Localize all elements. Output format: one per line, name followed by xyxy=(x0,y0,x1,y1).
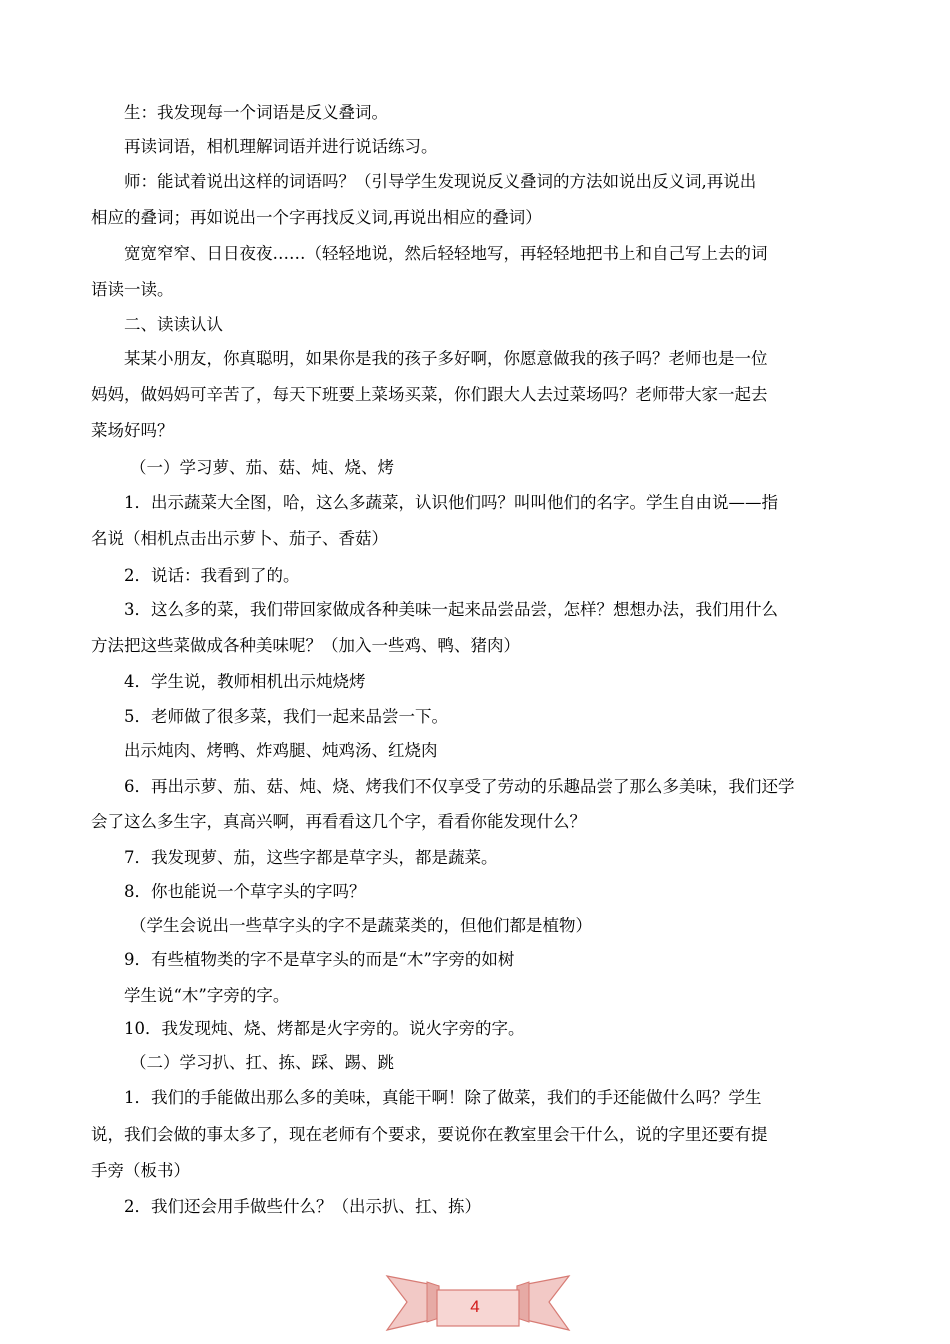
text-line: 菜场好吗？ xyxy=(91,421,174,440)
text-line: 再读词语，相机理解词语并进行说话练习。 xyxy=(124,137,438,156)
text-line: 4．学生说，教师相机出示炖烧烤 xyxy=(124,672,366,691)
text-line: 2．说话：我看到了的。 xyxy=(124,566,300,585)
text-line: （学生会说出一些草字头的字不是蔬菜类的，但他们都是植物） xyxy=(130,916,592,935)
section-heading: 二、读读认认 xyxy=(124,315,223,334)
text-line: 10．我发现炖、烧、烤都是火字旁的。说火字旁的字。 xyxy=(124,1019,525,1038)
text-line: 出示炖肉、烤鸭、炸鸡腿、炖鸡汤、红烧肉 xyxy=(124,741,438,760)
text-line: 1．出示蔬菜大全图，哈，这么多蔬菜，认识他们吗？叫叫他们的名字。学生自由说——指 xyxy=(124,493,778,512)
text-line: 妈妈，做妈妈可辛苦了，每天下班要上菜场买菜，你们跟大人去过菜场吗？老师带大家一起去 xyxy=(91,385,768,404)
text-line: 5．老师做了很多菜，我们一起来品尝一下。 xyxy=(124,707,448,726)
text-line: 生：我发现每一个词语是反义叠词。 xyxy=(124,103,388,122)
text-line: 会了这么多生字，真高兴啊，再看看这几个字，看看你能发现什么？ xyxy=(91,812,586,831)
text-line: 手旁（板书） xyxy=(91,1161,190,1180)
page-number: 4 xyxy=(470,1297,480,1316)
text-line: 相应的叠词；再如说出一个字再找反义词,再说出相应的叠词） xyxy=(91,208,542,227)
text-line: 8．你也能说一个草字头的字吗？ xyxy=(124,882,366,901)
text-line: 2．我们还会用手做些什么？（出示扒、扛、拣） xyxy=(124,1197,481,1216)
subsection-heading: （一）学习萝、茄、菇、炖、烧、烤 xyxy=(130,458,394,477)
text-line: 7．我发现萝、茄，这些字都是草字头，都是蔬菜。 xyxy=(124,848,498,867)
text-line: 3．这么多的菜，我们带回家做成各种美味一起来品尝品尝，怎样？想想办法，我们用什么 xyxy=(124,600,778,619)
text-line: 师：能试着说出这样的词语吗？（引导学生发现说反义叠词的方法如说出反义词,再说出 xyxy=(124,172,757,191)
text-line: 1．我们的手能做出那么多的美味，真能干啊！除了做菜，我们的手还能做什么吗？学生 xyxy=(124,1088,762,1107)
text-line: 9．有些植物类的字不是草字头的而是“木”字旁的如树 xyxy=(124,950,515,969)
subsection-heading: （二）学习扒、扛、拣、踩、踢、跳 xyxy=(130,1053,394,1072)
text-line: 某某小朋友，你真聪明，如果你是我的孩子多好啊，你愿意做我的孩子吗？老师也是一位 xyxy=(124,349,768,368)
text-line: 宽宽窄窄、日日夜夜……（轻轻地说，然后轻轻地写，再轻轻地把书上和自己写上去的词 xyxy=(124,244,768,263)
text-line: 6．再出示萝、茄、菇、炖、烧、烤我们不仅享受了劳动的乐趣品尝了那么多美味，我们还学 xyxy=(124,777,795,796)
text-line: 学生说“木”字旁的字。 xyxy=(124,986,290,1005)
text-line: 说，我们会做的事太多了，现在老师有个要求，要说你在教室里会干什么，说的字里还要有提 xyxy=(91,1125,768,1144)
text-line: 名说（相机点击出示萝卜、茄子、香菇） xyxy=(91,529,388,548)
text-line: 语读一读。 xyxy=(91,280,174,299)
text-line: 方法把这些菜做成各种美味呢？（加入一些鸡、鸭、猪肉） xyxy=(91,636,520,655)
